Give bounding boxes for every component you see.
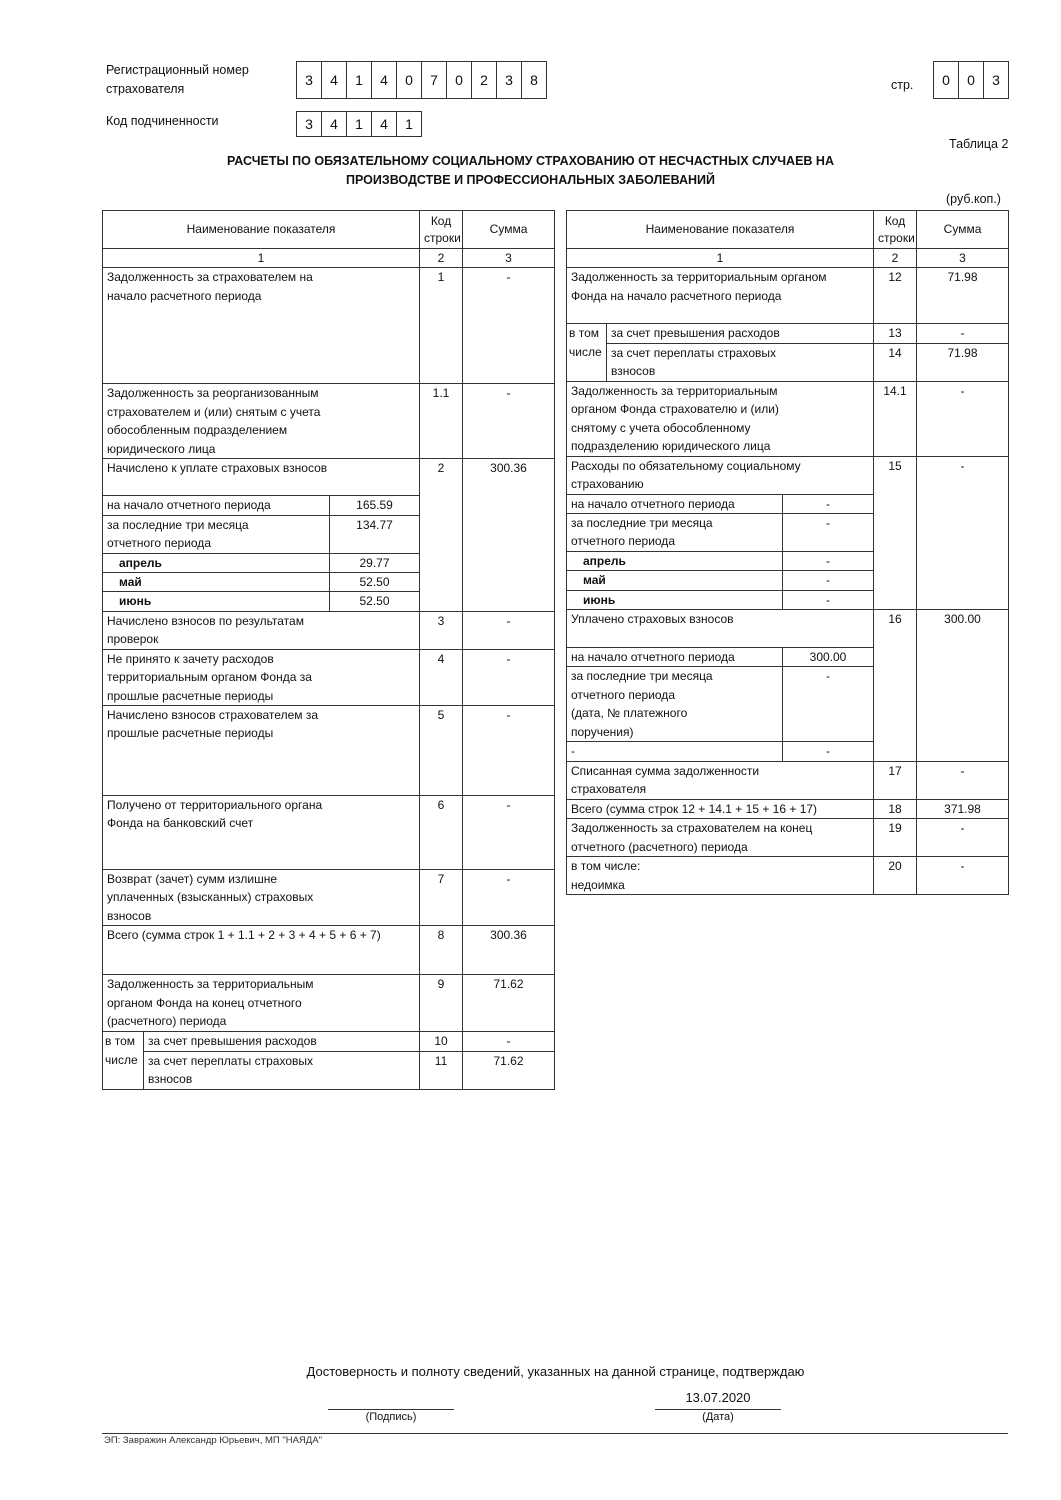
reg-digit: 3: [497, 62, 522, 98]
table-row: [567, 610, 1009, 648]
table-row: [103, 796, 555, 870]
document-title: РАСЧЕТЫ ПО ОБЯЗАТЕЛЬНОМУ СОЦИАЛЬНОМУ СТРАХОВАНИЮ ОТ НЕСЧАСТНЫХ СЛУЧАЕВ НА ПРОИЗВОДСТВЕ И ПРОФЕССИОНАЛЬНЫХ ЗАБОЛЕВАНИЙ: [227, 154, 834, 187]
col-number: 3: [463, 249, 555, 268]
row-code: 13: [874, 324, 917, 343]
sub-digit: 1: [347, 112, 372, 136]
row-name: Начислено взносов страхователем за прошлые расчетные периоды: [103, 706, 420, 796]
month-value: -: [783, 571, 874, 590]
row-code: 12: [874, 268, 917, 324]
row-sum: -: [463, 796, 555, 870]
row-sum: -: [917, 857, 1009, 895]
sub-digit: 1: [405, 116, 413, 132]
month-name: июнь: [103, 592, 330, 611]
row-code: 3: [420, 611, 463, 649]
sign-date: 13.07.2020: [685, 1390, 751, 1405]
row-name: за счет превышения расходов: [144, 1032, 420, 1051]
row-code: 1: [420, 268, 463, 384]
reg-digit: 0: [397, 62, 422, 98]
date-caption: (Дата): [702, 1411, 734, 1423]
month-value: -: [783, 551, 874, 570]
row-name: Начислено взносов по результатам проверок: [103, 611, 420, 649]
subrow-name: за последние три месяца отчетного периода: [103, 515, 330, 553]
row-name: Задолженность за реорганизованным страхователем и (или) снятым с учета обособленным подразделением юридического лица: [103, 384, 420, 459]
subrow-name: на начало отчетного периода: [567, 494, 783, 513]
page-digit: 0: [959, 62, 984, 98]
table-row: [103, 1051, 555, 1089]
signature-line: [328, 1409, 454, 1410]
row-sum: -: [463, 870, 555, 926]
row-code: 17: [874, 761, 917, 799]
subrow-name: за последние три месяца отчетного периода (дата, № платежного поручения): [567, 667, 783, 742]
row-code: 8: [420, 926, 463, 975]
row-code: 11: [420, 1051, 463, 1089]
month-value: 52.50: [330, 592, 420, 611]
row-name: Задолженность за территориальным органом Фонда на конец отчетного (расчетного) периода: [103, 975, 420, 1032]
table-row: [567, 456, 1009, 494]
table-row: [567, 343, 1009, 381]
row-name: Начислено к уплате страховых взносов: [103, 459, 420, 496]
row-name: Возврат (зачет) сумм излишне уплаченных (взысканных) страховых взносов: [103, 870, 420, 926]
row-sum: -: [463, 384, 555, 459]
month-name: май: [103, 573, 330, 592]
row-name: Уплачено страховых взносов: [567, 610, 874, 648]
row-code: 7: [420, 870, 463, 926]
table-row: [103, 268, 555, 384]
row-code: 18: [874, 799, 917, 818]
signature-caption: (Подпись): [365, 1411, 417, 1423]
page-label: стр.: [891, 78, 914, 92]
row-name: в том числе: недоимка: [567, 857, 874, 895]
col-code-header: Код строки: [874, 211, 917, 249]
row-sum: -: [917, 819, 1009, 857]
page-digit: 0: [934, 62, 959, 98]
month-name: июнь: [567, 590, 783, 609]
col-number: 1: [567, 249, 874, 268]
row-sum: -: [917, 381, 1009, 456]
subrow-value: -: [783, 667, 874, 742]
table-header-row: [103, 211, 555, 249]
reg-digit: 2: [472, 62, 497, 98]
col-name-header: Наименование показателя: [567, 211, 874, 249]
row-name: Всего (сумма строк 1 + 1.1 + 2 + 3 + 4 + 5 + 6 + 7): [103, 926, 420, 975]
month-value: -: [783, 590, 874, 609]
row-sum: 300.00: [917, 610, 1009, 762]
row-sum: 71.98: [917, 343, 1009, 381]
col-number: 2: [420, 249, 463, 268]
reg-digit: 3: [297, 62, 322, 98]
page-digit: 3: [992, 72, 1000, 88]
sub-digit: 3: [297, 112, 322, 136]
row-sum: 371.98: [917, 799, 1009, 818]
col-number-row: [567, 249, 1009, 268]
row-name: Получено от территориального органа Фонда на банковский счет: [103, 796, 420, 870]
subrow-value: -: [783, 742, 874, 761]
table-row-total: [567, 799, 1009, 818]
subrow-value: -: [783, 494, 874, 513]
row-name: Задолженность за территориальным органом Фонда на начало расчетного периода: [567, 268, 874, 324]
row-code: 15: [874, 456, 917, 609]
row-code: 19: [874, 819, 917, 857]
incl-label: в том числе: [567, 324, 607, 381]
table-row: [567, 761, 1009, 799]
table-row: [567, 268, 1009, 324]
row-sum: -: [917, 324, 1009, 343]
sub-code-cells: [296, 111, 422, 137]
col-number: 3: [917, 249, 1009, 268]
reg-digit: 4: [372, 62, 397, 98]
row-sum: -: [463, 268, 555, 384]
row-name: Списанная сумма задолженности страхователя: [567, 761, 874, 799]
row-sum: 300.36: [463, 926, 555, 975]
row-code: 1.1: [420, 384, 463, 459]
month-name: апрель: [103, 553, 330, 572]
subrow-value: 134.77: [330, 515, 420, 553]
row-code: 4: [420, 649, 463, 705]
reg-digit: 8: [530, 72, 538, 88]
row-name: Расходы по обязательному социальному страхованию: [567, 456, 874, 494]
reg-digit: 0: [447, 62, 472, 98]
row-sum: 300.36: [463, 459, 555, 611]
right-table: [566, 210, 1009, 895]
row-sum: 71.98: [917, 268, 1009, 324]
units-label: (руб.коп.): [946, 192, 1001, 206]
confirm-text: Достоверность и полноту сведений, указанных на данной странице, подтверждаю: [306, 1364, 805, 1379]
table-row: [567, 857, 1009, 895]
row-name: Задолженность за территориальным органом Фонда страхователю и (или) снятому с учета обособленному подразделению юридического лица: [567, 381, 874, 456]
row-code: 14.1: [874, 381, 917, 456]
table-row: [103, 870, 555, 926]
subrow-name: на начало отчетного периода: [567, 648, 783, 667]
table-row: [103, 611, 555, 649]
row-code: 6: [420, 796, 463, 870]
sub-code-label: Код подчиненности: [106, 114, 219, 128]
page-number-cells: [933, 61, 1009, 99]
table-row: [103, 649, 555, 705]
col-number-row: [103, 249, 555, 268]
row-code: 20: [874, 857, 917, 895]
col-number: 2: [874, 249, 917, 268]
row-sum: 71.62: [463, 1051, 555, 1089]
row-code: 16: [874, 610, 917, 762]
row-name: Не принято к зачету расходов территориальным органом Фонда за прошлые расчетные периоды: [103, 649, 420, 705]
table-row: [567, 381, 1009, 456]
date-line: [655, 1409, 781, 1410]
row-name: Задолженность за страхователем на начало расчетного периода: [103, 268, 420, 384]
col-sum-header: Сумма: [917, 211, 1009, 249]
table-row: [567, 324, 1009, 343]
incl-label: в том числе: [103, 1032, 144, 1089]
subrow-value: 300.00: [783, 648, 874, 667]
row-code: 10: [420, 1032, 463, 1051]
table-number: Таблица 2: [949, 137, 1009, 151]
reg-digit: 1: [347, 62, 372, 98]
table-row-total: [103, 926, 555, 975]
row-sum: 71.62: [463, 975, 555, 1032]
row-name: Всего (сумма строк 12 + 14.1 + 15 + 16 + 17): [567, 799, 874, 818]
month-name: апрель: [567, 551, 783, 570]
row-name: Задолженность за страхователем на конец отчетного (расчетного) периода: [567, 819, 874, 857]
row-sum: -: [463, 1032, 555, 1051]
subrow-value: 165.59: [330, 496, 420, 515]
reg-digit: 4: [322, 62, 347, 98]
subrow-value: -: [783, 514, 874, 552]
subrow-name: -: [567, 742, 783, 761]
reg-number-label: Регистрационный номер страхователя: [106, 63, 249, 96]
row-sum: -: [463, 706, 555, 796]
row-code: 5: [420, 706, 463, 796]
month-value: 52.50: [330, 573, 420, 592]
col-name-header: Наименование показателя: [103, 211, 420, 249]
table-row: [103, 975, 555, 1032]
table-row: [103, 384, 555, 459]
row-code: 14: [874, 343, 917, 381]
footer-divider: [102, 1433, 1008, 1434]
row-name: за счет превышения расходов: [607, 324, 874, 343]
row-sum: -: [917, 761, 1009, 799]
month-name: май: [567, 571, 783, 590]
reg-number-cells: [296, 61, 547, 99]
row-sum: -: [463, 649, 555, 705]
row-sum: -: [917, 456, 1009, 609]
reg-digit: 7: [422, 62, 447, 98]
table-row: [103, 1032, 555, 1051]
sub-digit: 4: [372, 112, 397, 136]
row-code: 2: [420, 459, 463, 611]
table-row: [103, 459, 555, 496]
row-code: 9: [420, 975, 463, 1032]
col-number: 1: [103, 249, 420, 268]
sub-digit: 4: [322, 112, 347, 136]
table-header-row: [567, 211, 1009, 249]
row-name: за счет переплаты страховых взносов: [144, 1051, 420, 1089]
left-table: [102, 210, 555, 1090]
table-row: [567, 819, 1009, 857]
subrow-name: на начало отчетного периода: [103, 496, 330, 515]
col-code-header: Код строки: [420, 211, 463, 249]
row-name: за счет переплаты страховых взносов: [607, 343, 874, 381]
row-sum: -: [463, 611, 555, 649]
e-signature-note: ЭП: Завражин Александр Юрьевич, МП "НАЯДА": [104, 1435, 322, 1446]
table-row: [103, 706, 555, 796]
month-value: 29.77: [330, 553, 420, 572]
subrow-name: за последние три месяца отчетного периода: [567, 514, 783, 552]
col-sum-header: Сумма: [463, 211, 555, 249]
